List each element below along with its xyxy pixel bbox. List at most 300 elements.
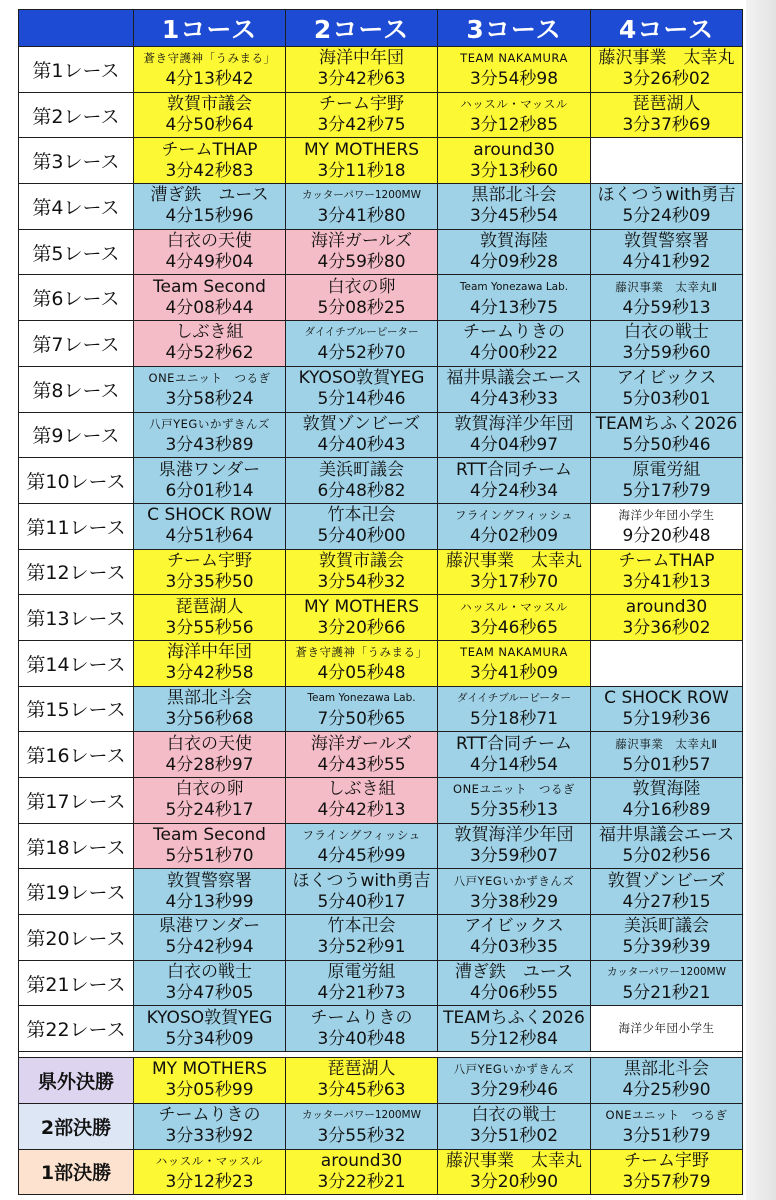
result-cell [286, 458, 438, 504]
race-row [19, 275, 743, 321]
team-name: カッターパワー1200MW [301, 189, 422, 202]
result-cell [286, 732, 438, 778]
race-row [19, 823, 743, 869]
finish-time: 5分34秒09 [165, 1028, 254, 1049]
finish-time: 3分57秒79 [622, 1171, 711, 1192]
team-name: 敦賀市議会 [319, 550, 404, 571]
result-cell [591, 184, 743, 230]
team-name: チーム宇野 [167, 550, 252, 571]
result-cell [134, 1006, 286, 1052]
race-row [19, 184, 743, 230]
finish-time: 3分41秒13 [622, 571, 711, 592]
team-name: 海洋少年団小学生 [618, 1021, 715, 1036]
result-cell [134, 1103, 286, 1149]
result-cell [438, 1103, 591, 1149]
race-row [19, 640, 743, 686]
finish-time: 5分50秒46 [622, 434, 711, 455]
result-cell [438, 595, 591, 641]
result-cell [438, 138, 591, 184]
result-cell [134, 960, 286, 1006]
race-row [19, 47, 743, 93]
finish-time: 9分20秒48 [622, 526, 711, 547]
result-cell [286, 321, 438, 367]
race-label: 第22レース [19, 1006, 134, 1052]
final-label: 1部決勝 [19, 1149, 134, 1195]
team-name: 敦賀海陸 [480, 231, 548, 252]
result-cell [286, 686, 438, 732]
result-cell [591, 549, 743, 595]
finish-time: 3分20秒90 [469, 1171, 559, 1192]
result-cell [286, 503, 438, 549]
race-label: 第19レース [19, 869, 134, 915]
team-name: 藤沢事業 太幸丸Ⅱ [615, 736, 718, 751]
team-name: ダイイチブルーピーター [457, 691, 571, 704]
race-label: 第3レース [19, 138, 134, 184]
result-cell [438, 640, 591, 686]
team-name: 原電労組 [632, 459, 701, 480]
team-name: しぶき組 [175, 322, 244, 343]
result-cell [438, 47, 591, 93]
result-cell [134, 412, 286, 458]
final-label: 2部決勝 [19, 1103, 134, 1149]
finish-time: 3分54秒32 [317, 571, 406, 592]
finish-time: 3分59秒60 [622, 343, 711, 364]
team-name: 白衣の天使 [167, 733, 252, 754]
finish-time: 3分41秒09 [469, 663, 559, 684]
finish-time: 4分24秒34 [469, 480, 559, 501]
result-cell [134, 869, 286, 915]
finish-time: 4分13秒99 [165, 891, 254, 912]
team-name: アイビックス [616, 368, 717, 389]
team-name: 藤沢事業 太幸丸Ⅱ [615, 279, 718, 294]
result-cell [591, 686, 743, 732]
result-cell [591, 595, 743, 641]
result-cell [591, 1149, 743, 1195]
team-name: 海洋ガールズ [310, 733, 413, 754]
finish-time: 3分41秒80 [317, 206, 406, 227]
finish-time: 4分15秒96 [165, 206, 254, 227]
result-cell [134, 1149, 286, 1195]
finish-time: 3分43秒89 [165, 434, 254, 455]
team-name: ハッスル・マッスル [155, 1153, 264, 1168]
finish-time: 4分14秒54 [469, 754, 559, 775]
team-name: ハッスル・マッスル [460, 599, 568, 614]
team-name: ハッスル・マッスル [460, 97, 568, 112]
finish-time: 3分11秒18 [317, 160, 406, 181]
result-cell [134, 47, 286, 93]
team-name: Team Second [153, 825, 266, 846]
race-label: 第12レース [19, 549, 134, 595]
team-name: チームりきの [310, 1007, 413, 1028]
team-name: フライングフィッシュ [302, 828, 421, 843]
race-row [19, 778, 743, 824]
race-row [19, 229, 743, 275]
team-name: 藤沢事業 太幸丸 [598, 48, 735, 69]
finish-time: 5分19秒36 [622, 708, 711, 729]
race-row [19, 960, 743, 1006]
course-header-1: 1コース [134, 10, 286, 47]
result-cell [438, 1006, 591, 1052]
race-row [19, 458, 743, 504]
result-cell [591, 47, 743, 93]
result-cell [286, 1006, 438, 1052]
finish-time: 5分40秒00 [317, 526, 406, 547]
finish-time: 5分24秒09 [622, 206, 711, 227]
finish-time: 5分01秒57 [622, 754, 711, 775]
finish-time: 5分12秒84 [469, 1028, 559, 1049]
result-cell [286, 1103, 438, 1149]
team-name: ONEユニット つるぎ [453, 782, 575, 797]
finish-time: 4分09秒28 [469, 252, 559, 273]
team-name: 八戸YEGいかずきんズ [453, 1062, 575, 1077]
course-header-3: 3コース [438, 10, 591, 47]
course-header-2: 2コース [286, 10, 438, 47]
result-cell [286, 138, 438, 184]
result-cell [134, 778, 286, 824]
race-row [19, 412, 743, 458]
result-cell [134, 321, 286, 367]
finish-time: 4分02秒09 [469, 526, 559, 547]
result-cell [591, 1058, 743, 1104]
finish-time: 4分28秒97 [165, 754, 254, 775]
final-row [19, 1058, 743, 1104]
race-label: 第13レース [19, 595, 134, 641]
result-cell [286, 778, 438, 824]
finish-time: 3分29秒46 [469, 1080, 559, 1101]
team-name: 敦賀警察署 [624, 231, 709, 252]
finish-time: 5分17秒79 [622, 480, 711, 501]
race-row [19, 1006, 743, 1052]
race-row [19, 869, 743, 915]
team-name: 蒼き守護神「うみまる」 [295, 645, 428, 660]
finish-time: 7分50秒65 [317, 708, 406, 729]
team-name: 琵琶湖人 [327, 1059, 396, 1080]
result-cell [438, 458, 591, 504]
finish-time: 4分08秒44 [165, 297, 254, 318]
team-name: TEAMちふく2026 [443, 1007, 585, 1028]
result-cell [134, 915, 286, 961]
result-cell [134, 92, 286, 138]
result-cell [286, 915, 438, 961]
result-cell [134, 184, 286, 230]
finish-time: 3分42秒58 [165, 663, 254, 684]
race-label: 第9レース [19, 412, 134, 458]
finish-time: 4分41秒92 [622, 252, 711, 273]
race-row [19, 366, 743, 412]
team-name: 県港ワンダー [158, 459, 261, 480]
finish-time: 3分22秒21 [317, 1171, 406, 1192]
result-cell [591, 823, 743, 869]
team-name: 敦賀ゾンビーズ [607, 870, 726, 891]
race-label: 第5レース [19, 229, 134, 275]
team-name: ほくつうwith勇吉 [292, 870, 431, 891]
race-row [19, 915, 743, 961]
result-cell [438, 275, 591, 321]
result-cell [438, 184, 591, 230]
finish-time: 3分42秒75 [317, 115, 406, 136]
result-cell [134, 138, 286, 184]
team-name: カッターパワー1200MW [606, 966, 727, 979]
team-name: 海洋少年団小学生 [618, 508, 715, 523]
finish-time: 4分16秒89 [622, 800, 711, 821]
result-cell [134, 640, 286, 686]
finish-time: 3分12秒23 [165, 1171, 254, 1192]
final-label: 県外決勝 [19, 1058, 134, 1104]
team-name: カッターパワー1200MW [301, 1109, 422, 1122]
team-name: MY MOTHERS [151, 1059, 267, 1080]
finish-time: 3分17秒70 [469, 571, 559, 592]
header-corner [19, 10, 134, 47]
result-cell [591, 275, 743, 321]
finish-time: 4分13秒75 [469, 297, 559, 318]
result-cell [591, 458, 743, 504]
team-name: 琵琶湖人 [175, 596, 244, 617]
race-label: 第18レース [19, 823, 134, 869]
result-cell [591, 321, 743, 367]
team-name: 敦賀ゾンビーズ [302, 413, 421, 434]
finish-time: 3分58秒24 [165, 389, 254, 410]
finish-time: 4分13秒42 [165, 69, 254, 90]
team-name: around30 [320, 1150, 403, 1171]
team-name: 黒部北斗会 [167, 687, 252, 708]
result-cell [438, 229, 591, 275]
team-name: 県港ワンダー [158, 916, 261, 937]
finish-time: 4分42秒13 [317, 800, 406, 821]
result-cell [438, 823, 591, 869]
finish-time: 4分40秒43 [317, 434, 406, 455]
result-cell [438, 1149, 591, 1195]
race-label: 第14レース [19, 640, 134, 686]
race-label: 第2レース [19, 92, 134, 138]
finish-time: 5分21秒21 [622, 983, 711, 1004]
team-name: around30 [625, 596, 708, 617]
result-cell [438, 92, 591, 138]
results-table [18, 9, 743, 1195]
result-cell [286, 184, 438, 230]
finish-time: 5分40秒17 [317, 891, 406, 912]
finish-time: 5分03秒01 [622, 389, 711, 410]
finish-time: 3分20秒66 [317, 617, 406, 638]
team-name: 黒部北斗会 [624, 1059, 709, 1080]
finish-time: 3分37秒69 [622, 115, 711, 136]
finish-time: 4分25秒90 [622, 1080, 711, 1101]
finish-time: 3分05秒99 [165, 1080, 254, 1101]
result-cell [591, 732, 743, 778]
team-name: しぶき組 [327, 779, 396, 800]
result-cell [286, 229, 438, 275]
finish-time: 5分35秒13 [469, 800, 559, 821]
finish-time: 5分24秒17 [165, 800, 254, 821]
race-row [19, 92, 743, 138]
final-row [19, 1103, 743, 1149]
result-cell [134, 458, 286, 504]
team-name: 藤沢事業 太幸丸 [446, 550, 582, 571]
team-name: チームりきの [158, 1105, 261, 1126]
result-cell [134, 229, 286, 275]
team-name: Team Yonezawa Lab. [459, 280, 569, 293]
team-name: チームTHAP [161, 139, 258, 160]
team-name: 藤沢事業 太幸丸 [446, 1150, 582, 1171]
result-cell [591, 915, 743, 961]
finish-time: 3分51秒79 [622, 1126, 711, 1147]
team-name: 漕ぎ鉄 ユース [150, 185, 269, 206]
team-name: 白衣の戦士 [471, 1105, 557, 1126]
team-name: 原電労組 [327, 962, 396, 983]
result-cell [134, 595, 286, 641]
finish-time: 6分48秒82 [317, 480, 406, 501]
result-cell [438, 915, 591, 961]
team-name: Team Yonezawa Lab. [307, 691, 416, 704]
result-cell [286, 92, 438, 138]
team-name: 白衣の卵 [327, 276, 396, 297]
team-name: ONEユニット つるぎ [148, 371, 271, 386]
finish-time: 4分50秒64 [165, 115, 254, 136]
result-cell [438, 869, 591, 915]
result-cell [438, 960, 591, 1006]
result-cell [591, 229, 743, 275]
result-cell [286, 412, 438, 458]
finish-time: 5分08秒25 [317, 297, 406, 318]
team-name: 竹本卍会 [327, 916, 396, 937]
team-name: チームTHAP [618, 550, 715, 571]
finish-time: 4分04秒97 [469, 434, 559, 455]
finish-time: 3分38秒29 [469, 891, 559, 912]
result-cell [438, 686, 591, 732]
finish-time: 4分05秒48 [317, 663, 406, 684]
team-name: 福井県議会エース [598, 825, 735, 846]
result-cell [438, 549, 591, 595]
finish-time: 5分42秒94 [165, 937, 254, 958]
result-cell [591, 960, 743, 1006]
result-cell [591, 1103, 743, 1149]
result-cell [286, 869, 438, 915]
race-label: 第11レース [19, 503, 134, 549]
finish-time: 6分01秒14 [165, 480, 254, 501]
team-name: TEAM NAKAMURA [460, 51, 568, 66]
result-cell [286, 960, 438, 1006]
result-cell [134, 549, 286, 595]
finish-time: 5分39秒39 [622, 937, 711, 958]
team-name: 敦賀海洋少年団 [454, 825, 574, 846]
team-name: チーム宇野 [624, 1150, 709, 1171]
course-header-row [19, 10, 743, 47]
race-label: 第20レース [19, 915, 134, 961]
result-cell [438, 503, 591, 549]
team-name: RTT合同チーム [455, 459, 573, 480]
race-label: 第15レース [19, 686, 134, 732]
result-cell [438, 366, 591, 412]
race-row [19, 321, 743, 367]
team-name: TEAMちふく2026 [595, 413, 738, 434]
team-name: KYOSO敦賀YEG [298, 368, 425, 389]
team-name: around30 [473, 139, 555, 160]
finish-time: 4分03秒35 [469, 937, 559, 958]
finish-time: 3分55秒32 [317, 1126, 406, 1147]
result-cell [286, 366, 438, 412]
team-name: 八戸YEGいかずきんズ [149, 416, 270, 431]
finish-time: 4分45秒99 [317, 846, 406, 867]
result-cell [438, 321, 591, 367]
result-cell [591, 869, 743, 915]
result-cell [134, 823, 286, 869]
finish-time: 3分12秒85 [469, 115, 559, 136]
race-row [19, 138, 743, 184]
finish-time: 3分54秒98 [469, 69, 559, 90]
course-header-4: 4コース [591, 10, 743, 47]
finish-time: 4分51秒64 [165, 526, 254, 547]
result-cell [286, 1058, 438, 1104]
result-cell [286, 275, 438, 321]
race-label: 第10レース [19, 458, 134, 504]
team-name: 敦賀海洋少年団 [454, 413, 574, 434]
finish-time: 4分21秒73 [317, 983, 406, 1004]
team-name: C SHOCK ROW [147, 505, 272, 526]
finish-time: 4分52秒62 [165, 343, 254, 364]
team-name: チーム宇野 [319, 94, 404, 115]
result-cell [438, 1058, 591, 1104]
finish-time: 3分33秒92 [165, 1126, 254, 1147]
finish-time: 4分27秒15 [622, 891, 711, 912]
race-label: 第16レース [19, 732, 134, 778]
finish-time: 3分51秒02 [469, 1126, 559, 1147]
result-cell [591, 778, 743, 824]
race-label: 第7レース [19, 321, 134, 367]
finish-time: 5分51秒70 [165, 846, 254, 867]
result-cell [286, 640, 438, 686]
team-name: 福井県議会エース [446, 368, 582, 389]
finish-time: 4分59秒80 [317, 252, 406, 273]
result-cell [286, 47, 438, 93]
result-cell [286, 595, 438, 641]
result-cell [286, 823, 438, 869]
race-row [19, 595, 743, 641]
team-name: ダイイチブルーピーター [304, 326, 419, 339]
race-row [19, 503, 743, 549]
finish-time: 3分26秒02 [622, 69, 711, 90]
finish-time: 3分36秒02 [622, 617, 711, 638]
team-name: KYOSO敦賀YEG [146, 1007, 273, 1028]
finish-time: 4分06秒55 [469, 983, 559, 1004]
finish-time: 4分49秒04 [165, 252, 254, 273]
team-name: 白衣の天使 [167, 231, 252, 252]
team-name: 海洋中年団 [319, 48, 404, 69]
race-label: 第21レース [19, 960, 134, 1006]
team-name: C SHOCK ROW [604, 687, 729, 708]
team-name: MY MOTHERS [303, 139, 419, 160]
finish-time: 3分45秒54 [469, 206, 559, 227]
team-name: 美浜町議会 [319, 459, 404, 480]
team-name: 八戸YEGいかずきんズ [453, 873, 575, 888]
race-row [19, 549, 743, 595]
team-name: チームりきの [463, 322, 565, 343]
result-cell [591, 92, 743, 138]
finish-time: 5分02秒56 [622, 846, 711, 867]
finish-time: 4分59秒13 [622, 297, 711, 318]
race-body [19, 47, 743, 1195]
result-cell [134, 1058, 286, 1104]
race-label: 第4レース [19, 184, 134, 230]
team-name: 海洋中年団 [167, 642, 252, 663]
result-cell [134, 686, 286, 732]
team-name: ほくつうwith勇吉 [597, 185, 736, 206]
team-name: 琵琶湖人 [632, 94, 701, 115]
race-label: 第17レース [19, 778, 134, 824]
result-cell [134, 275, 286, 321]
team-name: 蒼き守護神「うみまる」 [143, 51, 276, 66]
finish-time: 3分47秒05 [165, 983, 254, 1004]
finish-time: 3分59秒07 [469, 846, 559, 867]
finish-time: 4分52秒70 [317, 343, 406, 364]
